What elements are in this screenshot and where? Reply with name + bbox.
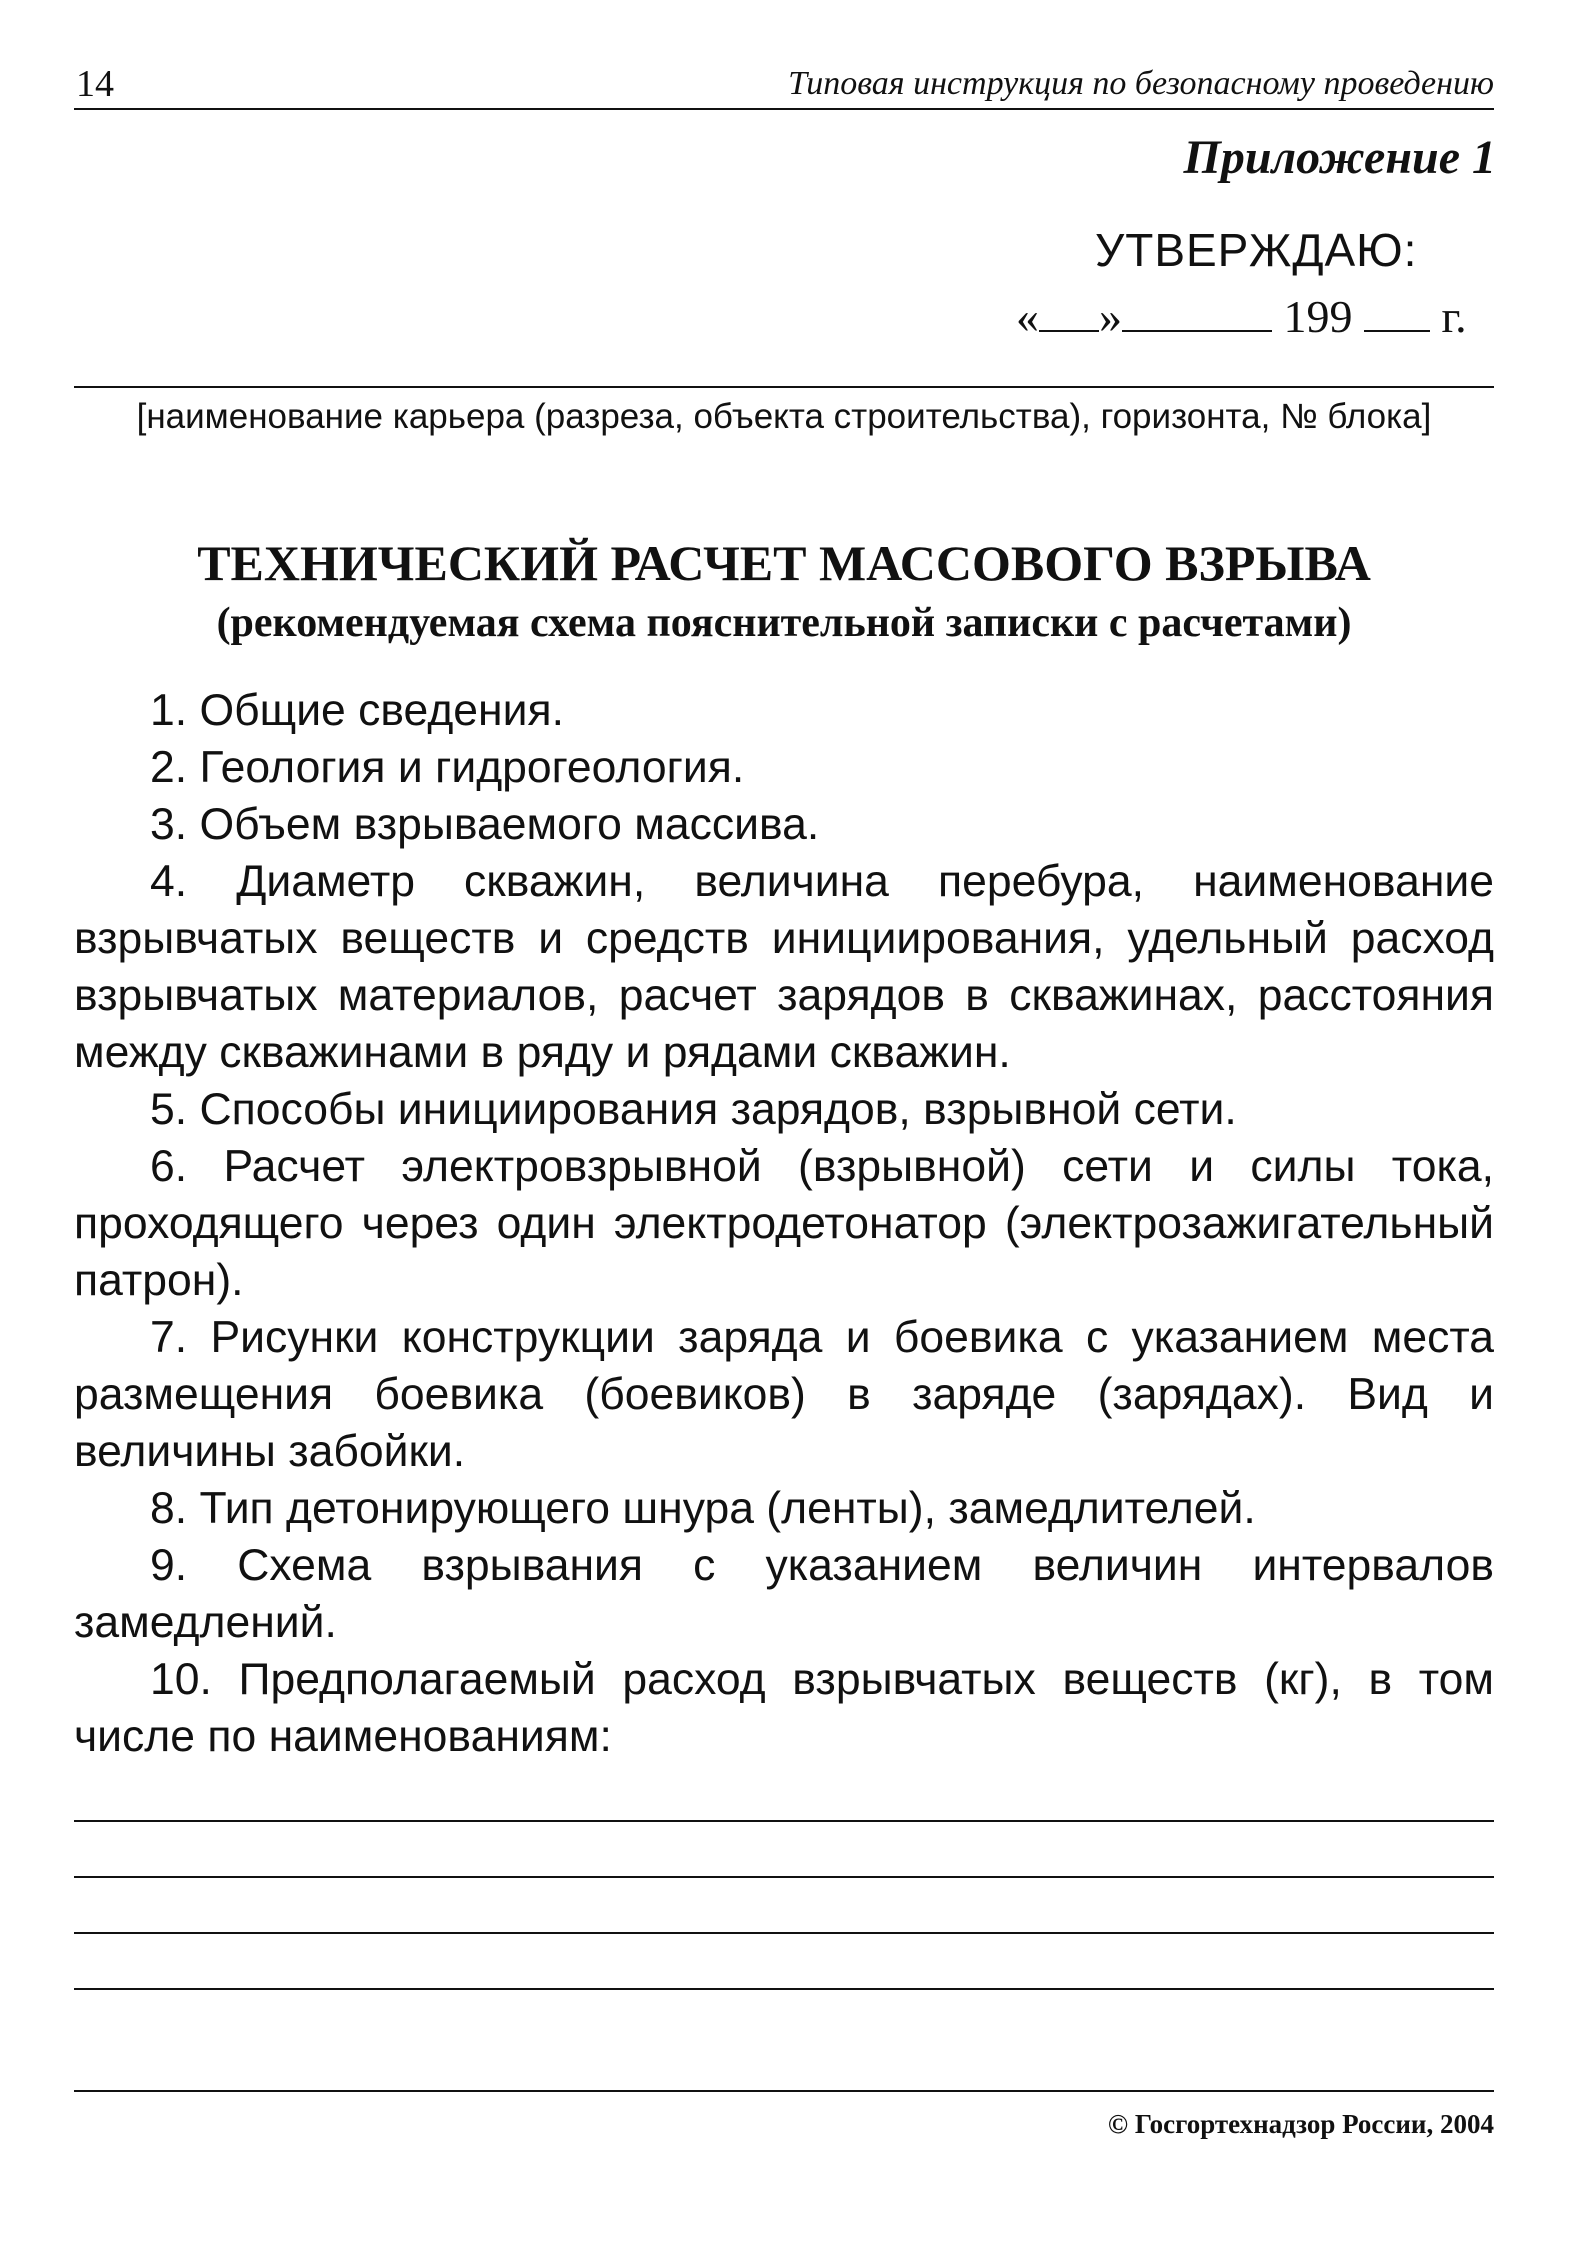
approval-block — [920, 222, 1500, 352]
list-item: 4. Диаметр скважин, величина перебура, наименование взрывчатых веществ и средств инициирования, удельный расход взрывчатых материалов, расчет зарядов в скважинах, расстояния между скважинами в ряду и рядами скважин. — [74, 857, 1494, 1077]
list-item: 3. Объем взрываемого массива. — [150, 800, 820, 849]
day-blank — [1039, 286, 1099, 332]
list-item: 6. Расчет электровзрывной (взрывной) сети и силы тока, проходящего через один электродетонатор (электрозажигательный патрон). — [74, 1142, 1494, 1305]
fill-line — [74, 1988, 1494, 1990]
fill-line — [74, 1932, 1494, 1934]
year-blank — [1364, 286, 1430, 332]
page-number: 14 — [76, 63, 114, 105]
approval-date-line — [1016, 286, 1496, 346]
fill-line — [74, 1876, 1494, 1878]
appendix-label: Приложение 1 — [1183, 131, 1496, 184]
items-list — [74, 682, 1494, 1765]
year-suffix: г. — [1441, 291, 1467, 342]
running-header — [74, 58, 1494, 110]
object-name-caption: [наименование карьера (разреза, объекта строительства), горизонта, № блока] — [136, 397, 1432, 436]
list-item: 8. Тип детонирующего шнура (ленты), замедлителей. — [150, 1484, 1256, 1533]
document-title: ТЕХНИЧЕСКИЙ РАСЧЕТ МАССОВОГО ВЗРЫВА — [197, 535, 1371, 591]
footer-rule — [74, 2090, 1494, 2092]
month-blank — [1122, 286, 1272, 332]
footer-copyright: © Госгортехнадзор России, 2004 — [1107, 2109, 1494, 2139]
fill-line — [74, 1820, 1494, 1822]
year-prefix: 199 — [1283, 291, 1353, 342]
list-item: 9. Схема взрывания с указанием величин интервалов замедлений. — [74, 1541, 1494, 1647]
running-title: Типовая инструкция по безопасному проведению — [788, 65, 1494, 102]
list-item: 2. Геология и гидрогеология. — [150, 743, 745, 792]
list-item: 10. Предполагаемый расход взрывчатых веществ (кг), в том числе по наименованиям: — [74, 1655, 1494, 1761]
quote-close: » — [1099, 291, 1122, 342]
document-subtitle: (рекомендуемая схема пояснительной записки с расчетами) — [216, 600, 1352, 646]
list-item: 5. Способы инициирования зарядов, взрывной сети. — [150, 1085, 1237, 1134]
approval-title: УТВЕРЖДАЮ: — [1095, 224, 1418, 276]
quote-open: « — [1016, 291, 1039, 342]
list-item: 1. Общие сведения. — [150, 686, 564, 735]
object-name-line — [74, 386, 1494, 388]
list-item: 7. Рисунки конструкции заряда и боевика с указанием места размещения боевика (боевиков) в заряде (зарядах). Вид и величины забойки. — [74, 1313, 1494, 1476]
